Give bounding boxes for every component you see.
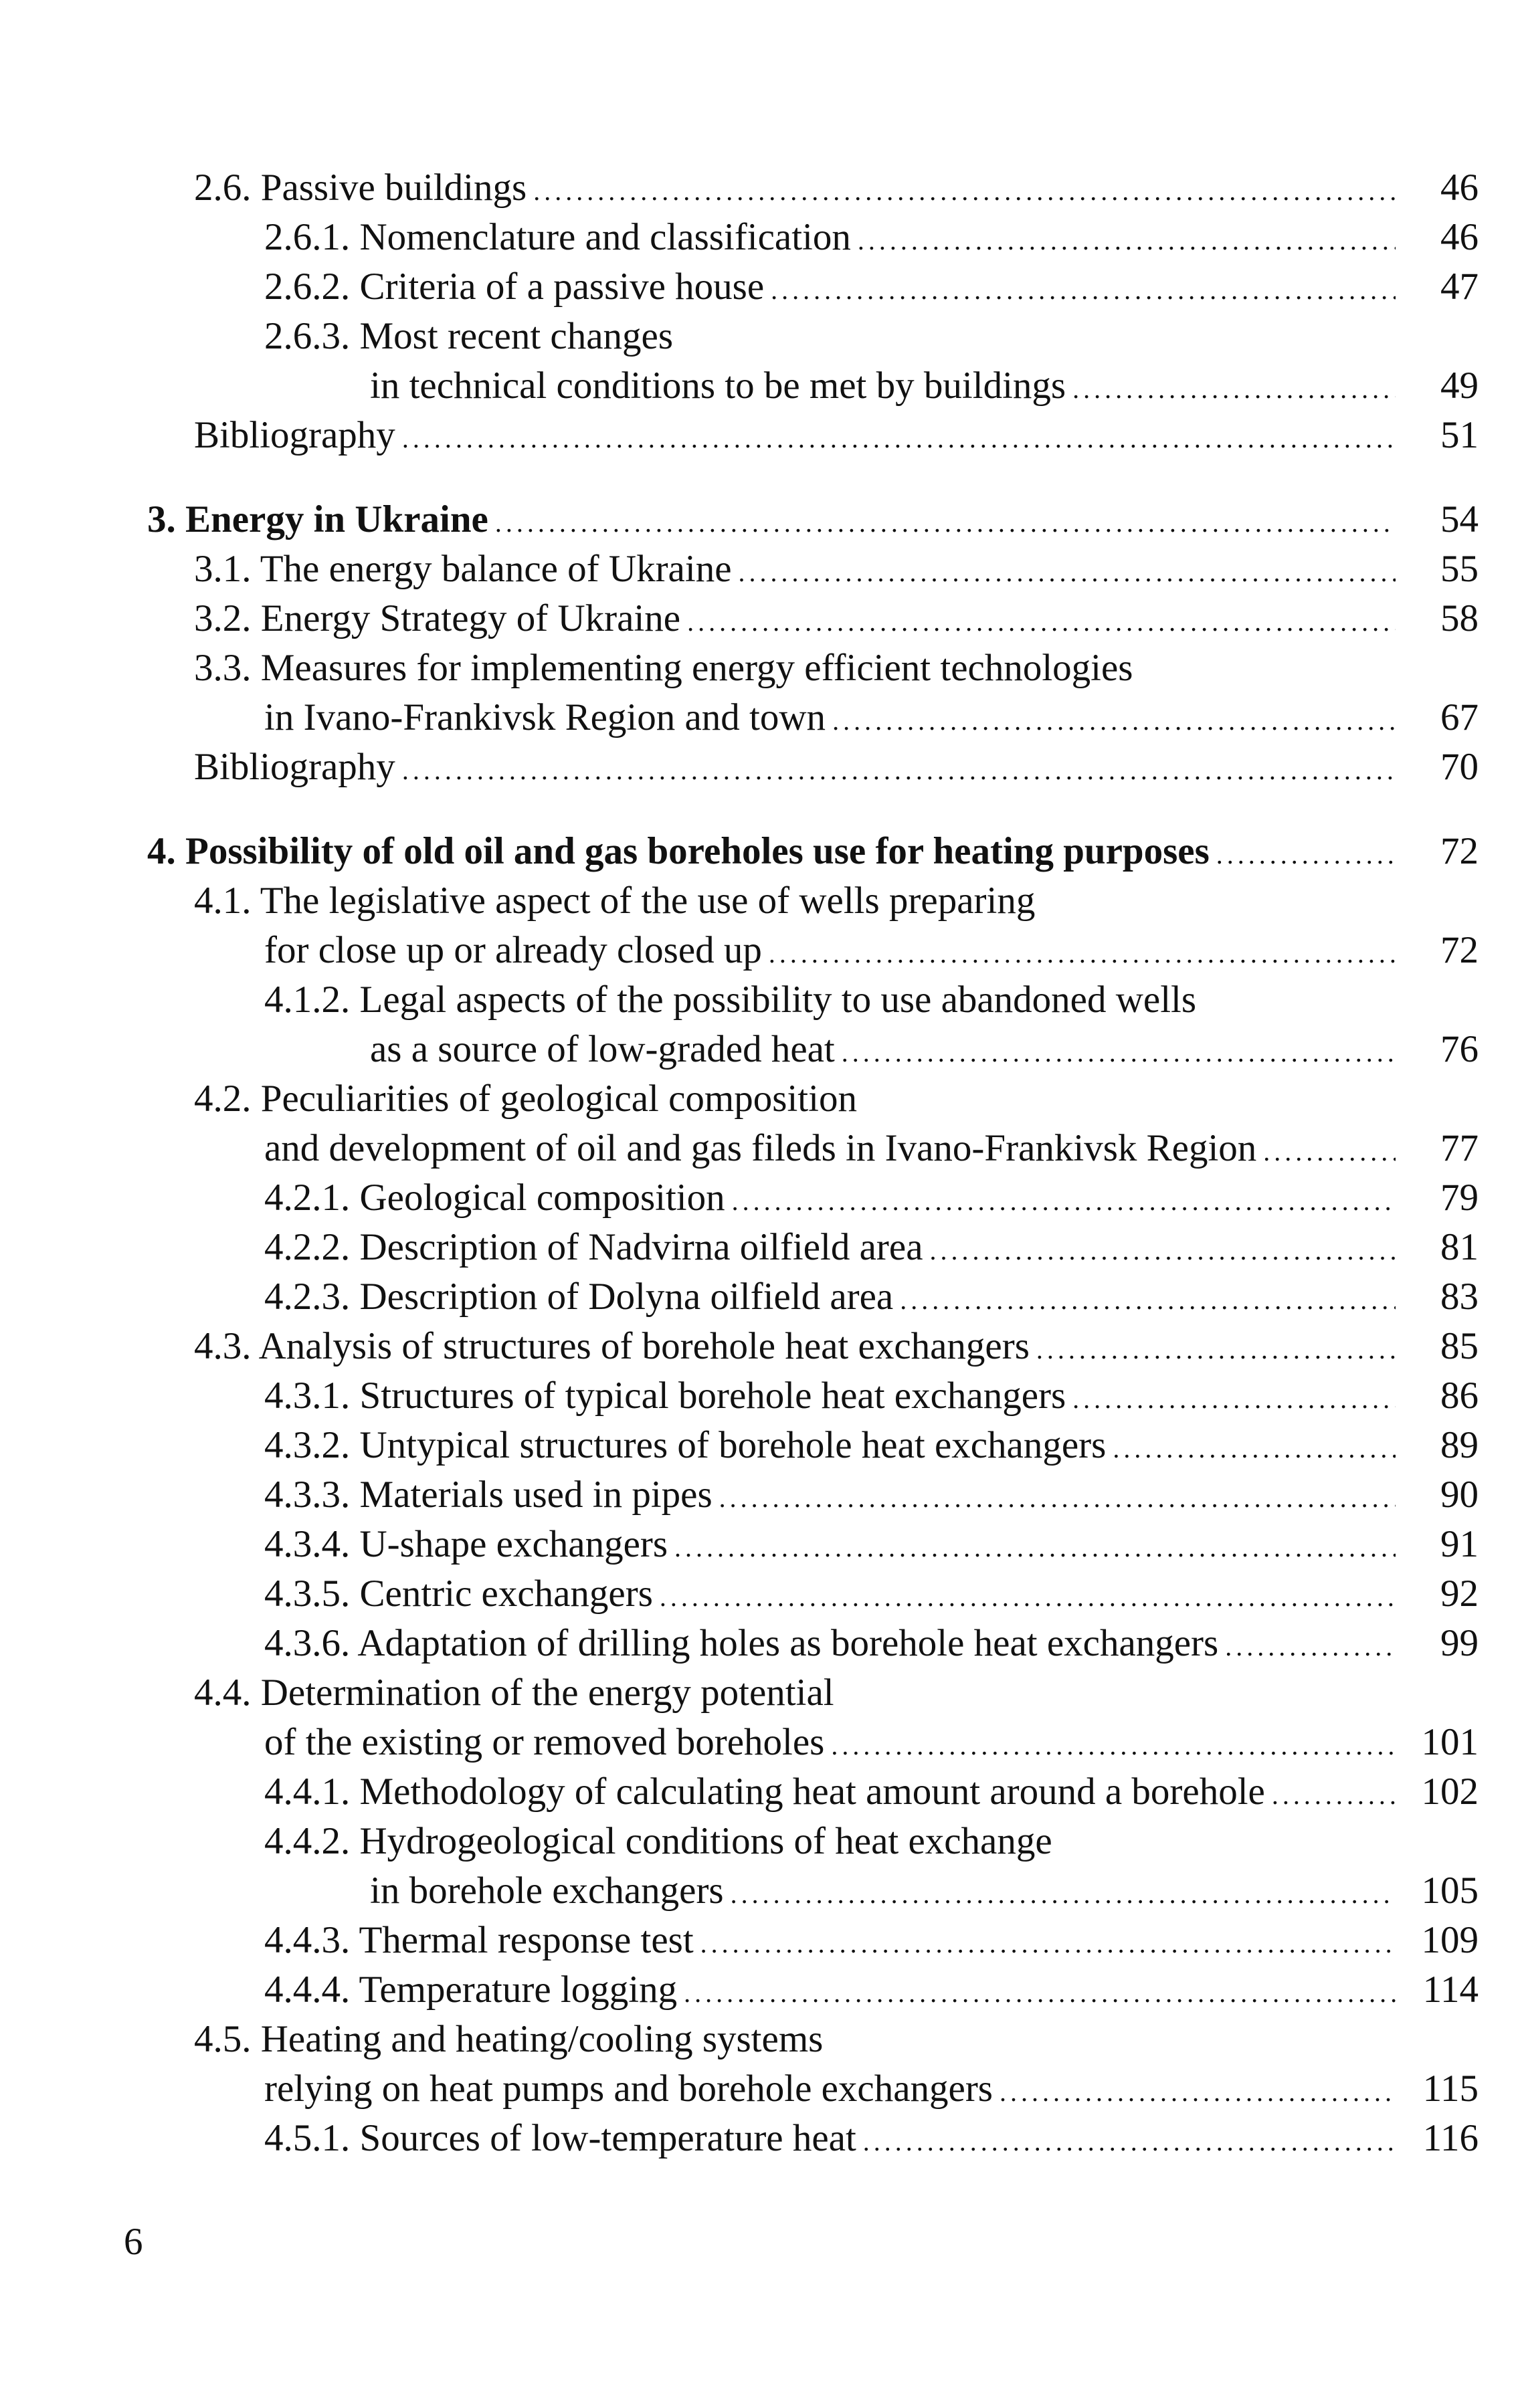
- entry-page: 70: [1440, 746, 1479, 788]
- entry-page: 91: [1440, 1523, 1479, 1565]
- entry-page: 86: [1440, 1375, 1479, 1417]
- page-number: 6: [124, 2221, 143, 2263]
- entry-title: Energy in Ukraine: [185, 498, 488, 540]
- toc-entry: [264, 213, 1479, 262]
- entry-number: 4.5.: [194, 2018, 252, 2060]
- entry-page: 46: [1440, 216, 1479, 258]
- toc-entry: [194, 1322, 1479, 1371]
- entry-title: Bibliography: [194, 414, 395, 456]
- entry-title: Nomenclature and classification: [359, 216, 851, 258]
- dot-leader: [771, 266, 1396, 312]
- entry-number: 2.6.2.: [264, 266, 351, 308]
- entry-page: 79: [1440, 1177, 1479, 1219]
- entry-number: 4.3.: [194, 1325, 252, 1367]
- entry-number: 4.4.3.: [264, 1919, 351, 1961]
- entry-number: 4.2.1.: [264, 1177, 351, 1219]
- toc-entry-continuation: [370, 361, 1479, 411]
- dot-leader: [1072, 365, 1396, 411]
- entry-number: 4.3.3.: [264, 1474, 351, 1516]
- entry-title: in Ivano-Frankivsk Region and town: [264, 696, 826, 738]
- toc-entry-continuation: [370, 1025, 1479, 1074]
- entry-page: 101: [1421, 1721, 1479, 1763]
- entry-number: 3.1.: [194, 548, 252, 590]
- entry-title: relying on heat pumps and borehole exchangers: [264, 2068, 993, 2110]
- entry-page: 109: [1421, 1919, 1479, 1961]
- entry-number: 2.6.1.: [264, 216, 351, 258]
- entry-page: 116: [1422, 2117, 1479, 2159]
- entry-title: Description of Dolyna oilfield area: [359, 1276, 894, 1318]
- toc-chapter: [147, 495, 1479, 544]
- entry-title: Criteria of a passive house: [359, 266, 765, 308]
- dot-leader: [1072, 1375, 1396, 1421]
- dot-leader: [900, 1276, 1396, 1322]
- toc-entry: [264, 1569, 1479, 1619]
- entry-number: 2.6.: [194, 167, 252, 209]
- entry-page: 114: [1422, 1969, 1479, 2011]
- dot-leader: [495, 498, 1396, 544]
- dot-leader: [842, 1028, 1396, 1074]
- dot-leader: [719, 1474, 1396, 1520]
- entry-number: 4.2.2.: [264, 1226, 351, 1268]
- entry-title: Possibility of old oil and gas boreholes use for heating purposes: [185, 830, 1210, 872]
- toc-entry-continuation: [370, 1866, 1479, 1916]
- entry-title: Energy Strategy of Ukraine: [260, 597, 681, 639]
- entry-title: Geological composition: [359, 1177, 725, 1219]
- dot-leader: [858, 216, 1396, 262]
- entry-page: 89: [1440, 1424, 1479, 1466]
- toc-entry-bibliography: [194, 411, 1479, 460]
- entry-number: 3.: [147, 498, 176, 540]
- dot-leader: [533, 167, 1396, 213]
- entry-title: U-shape exchangers: [359, 1523, 668, 1565]
- entry-title: Untypical structures of borehole heat exchangers: [359, 1424, 1107, 1466]
- dot-leader: [1113, 1424, 1396, 1470]
- entry-title: for close up or already closed up: [264, 929, 762, 971]
- entry-number: 3.2.: [194, 597, 252, 639]
- entry-title: Thermal response test: [359, 1919, 694, 1961]
- entry-title: in borehole exchangers: [370, 1870, 724, 1912]
- toc-entry: [264, 262, 1479, 312]
- dot-leader: [402, 414, 1396, 460]
- dot-leader: [402, 746, 1396, 792]
- dot-leader: [731, 1870, 1396, 1916]
- dot-leader: [832, 696, 1396, 742]
- entry-number: 4.: [147, 830, 176, 872]
- entry-title: Structures of typical borehole heat exchangers: [359, 1375, 1066, 1417]
- toc-entry: [194, 876, 1035, 926]
- toc-entry: [264, 1470, 1479, 1520]
- entry-title: The legislative aspect of the use of wells preparing: [260, 880, 1036, 922]
- entry-title: Passive buildings: [260, 167, 527, 209]
- entry-number: 4.3.6.: [264, 1622, 351, 1664]
- entry-page: 49: [1440, 365, 1479, 407]
- toc-entry-continuation: [264, 693, 1479, 742]
- entry-title: Bibliography: [194, 746, 395, 788]
- toc-entry: [194, 643, 1133, 693]
- entry-number: 4.2.3.: [264, 1276, 351, 1318]
- entry-page: 67: [1440, 696, 1479, 738]
- entry-page: 85: [1440, 1325, 1479, 1367]
- toc-entry: [264, 312, 673, 361]
- toc-entry: [264, 1817, 1052, 1866]
- dot-leader: [930, 1226, 1396, 1272]
- entry-title: Methodology of calculating heat amount around a borehole: [359, 1771, 1265, 1813]
- entry-page: 51: [1440, 414, 1479, 456]
- toc-entry: [264, 1272, 1479, 1322]
- entry-number: 4.4.4.: [264, 1969, 351, 2011]
- entry-number: 4.3.2.: [264, 1424, 351, 1466]
- dot-leader: [684, 1969, 1396, 2015]
- entry-title: Most recent changes: [359, 315, 673, 357]
- dot-leader: [769, 929, 1396, 975]
- entry-number: 4.4.1.: [264, 1771, 351, 1813]
- dot-leader: [1263, 1127, 1396, 1173]
- entry-number: 3.3.: [194, 647, 252, 689]
- entry-title: Analysis of structures of borehole heat exchangers: [258, 1325, 1030, 1367]
- entry-title: The energy balance of Ukraine: [260, 548, 732, 590]
- dot-leader: [1216, 830, 1396, 876]
- entry-page: 105: [1421, 1870, 1479, 1912]
- toc-entry: [264, 1520, 1479, 1569]
- entry-number: 4.3.4.: [264, 1523, 351, 1565]
- entry-title: as a source of low-graded heat: [370, 1028, 835, 1070]
- entry-title: Heating and heating/cooling systems: [260, 2018, 824, 2060]
- entry-page: 102: [1421, 1771, 1479, 1813]
- toc-entry: [264, 1916, 1479, 1965]
- dot-leader: [1272, 1771, 1396, 1817]
- entry-title: Measures for implementing energy efficient technologies: [260, 647, 1133, 689]
- entry-title: in technical conditions to be met by buildings: [370, 365, 1066, 407]
- entry-page: 83: [1440, 1276, 1479, 1318]
- entry-title: Centric exchangers: [359, 1573, 653, 1615]
- toc-entry-bibliography: [194, 742, 1479, 792]
- entry-number: 4.2.: [194, 1078, 252, 1120]
- toc-entry: [194, 594, 1479, 643]
- entry-title: Legal aspects of the possibility to use abandoned wells: [359, 979, 1197, 1021]
- entry-page: 99: [1440, 1622, 1479, 1664]
- entry-number: 4.3.5.: [264, 1573, 351, 1615]
- dot-leader: [739, 548, 1396, 594]
- dot-leader: [1225, 1622, 1396, 1668]
- entry-title: of the existing or removed boreholes: [264, 1721, 825, 1763]
- toc-entry-continuation: [264, 2064, 1479, 2114]
- toc-entry: [264, 975, 1196, 1025]
- entry-page: 54: [1440, 498, 1479, 540]
- entry-title: Peculiarities of geological composition: [260, 1078, 857, 1120]
- entry-number: 4.4.: [194, 1672, 252, 1714]
- entry-page: 115: [1422, 2068, 1479, 2110]
- dot-leader: [831, 1721, 1396, 1767]
- toc-entry-continuation: [264, 926, 1479, 975]
- toc-entry: [264, 1965, 1479, 2015]
- toc-entry-continuation: [264, 1718, 1479, 1767]
- entry-page: 58: [1440, 597, 1479, 639]
- entry-page: 76: [1440, 1028, 1479, 1070]
- dot-leader: [687, 597, 1396, 643]
- entry-number: 4.1.2.: [264, 979, 351, 1021]
- dot-leader: [732, 1177, 1396, 1223]
- entry-title: Hydrogeological conditions of heat exchange: [359, 1820, 1052, 1862]
- dot-leader: [674, 1523, 1396, 1569]
- toc-entry: [264, 1619, 1479, 1668]
- entry-page: 81: [1440, 1226, 1479, 1268]
- toc-entry: [194, 2015, 823, 2064]
- entry-page: 55: [1440, 548, 1479, 590]
- entry-title: Materials used in pipes: [359, 1474, 713, 1516]
- entry-page: 92: [1440, 1573, 1479, 1615]
- toc-entry: [264, 1173, 1479, 1223]
- dot-leader: [660, 1573, 1396, 1619]
- entry-page: 72: [1440, 830, 1479, 872]
- toc-entry: [194, 544, 1479, 594]
- entry-page: 90: [1440, 1474, 1479, 1516]
- dot-leader: [700, 1919, 1396, 1965]
- dot-leader: [863, 2117, 1396, 2163]
- entry-title: Description of Nadvirna oilfield area: [359, 1226, 923, 1268]
- toc-entry: [194, 1668, 834, 1718]
- toc-entry: [264, 1223, 1479, 1272]
- entry-number: 4.1.: [194, 880, 252, 922]
- entry-number: 4.4.2.: [264, 1820, 351, 1862]
- entry-title: and development of oil and gas fileds in Ivano-Frankivsk Region: [264, 1127, 1257, 1169]
- toc-entry: [264, 1421, 1479, 1470]
- toc-entry: [194, 1074, 857, 1124]
- dot-leader: [1000, 2068, 1396, 2114]
- toc-entry: [194, 163, 1479, 213]
- entry-number: 4.5.1.: [264, 2117, 351, 2159]
- toc-entry: [264, 1371, 1479, 1421]
- entry-title: Adaptation of drilling holes as borehole heat exchangers: [357, 1622, 1219, 1664]
- entry-page: 77: [1440, 1127, 1479, 1169]
- entry-page: 47: [1440, 266, 1479, 308]
- entry-number: 2.6.3.: [264, 315, 351, 357]
- entry-page: 72: [1440, 929, 1479, 971]
- entry-title: Temperature logging: [359, 1969, 678, 2011]
- entry-number: 4.3.1.: [264, 1375, 351, 1417]
- toc-entry: [264, 2114, 1479, 2163]
- toc-chapter: [147, 827, 1479, 876]
- entry-page: 46: [1440, 167, 1479, 209]
- entry-title: Sources of low-temperature heat: [359, 2117, 856, 2159]
- toc-entry-continuation: [264, 1124, 1479, 1173]
- toc-entry: [264, 1767, 1479, 1817]
- dot-leader: [1036, 1325, 1396, 1371]
- entry-title: Determination of the energy potential: [260, 1672, 834, 1714]
